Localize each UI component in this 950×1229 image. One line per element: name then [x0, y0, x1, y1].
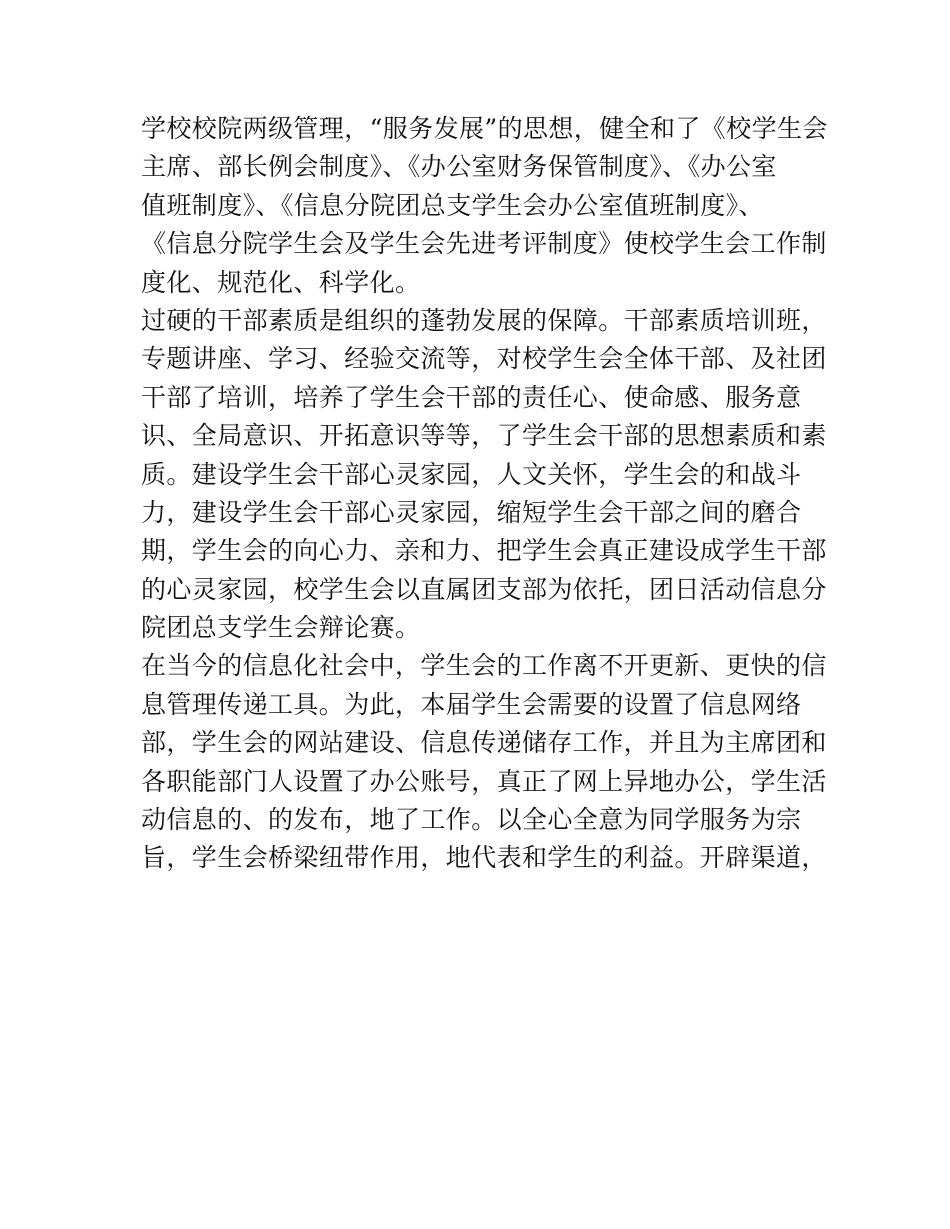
text-line: 力，建设学生会干部心灵家园，缩短学生会干部之间的磨合 — [141, 497, 802, 527]
text-line: 《信息分院学生会及学生会先进考评制度》使校学生会工作制 — [141, 229, 827, 259]
text-line: 在当今的信息化社会中，学生会的工作离不开更新、更快的信 — [141, 651, 827, 681]
text-line: 期，学生会的向心力、亲和力、把学生会真正建设成学生干部 — [141, 536, 827, 566]
text-line: 过硬的干部素质是组织的蓬勃发展的保障。干部素质培训班， — [141, 305, 827, 335]
text-line: 识、全局意识、开拓意识等等，了学生会干部的思想素质和素 — [141, 421, 827, 451]
text-line: 动信息的、的发布，地了工作。以全心全意为同学服务为宗 — [141, 805, 802, 835]
text-line: 旨，学生会桥梁纽带作用，地代表和学生的利益。开辟渠道， — [141, 843, 827, 873]
text-line: 各职能部门人设置了办公账号，真正了网上异地办公，学生活 — [141, 766, 827, 796]
text-line: 的心灵家园，校学生会以直属团支部为依托，团日活动信息分 — [141, 574, 827, 604]
text-line: 值班制度》、《信息分院团总支学生会办公室值班制度》、 — [141, 190, 764, 220]
text-line: 院团总支学生会辩论赛。 — [141, 613, 421, 643]
text-line: 度化、规范化、科学化。 — [141, 267, 421, 297]
text-line: 学校校院两级管理，“服务发展”的思想，健全和了《校学生会 — [141, 114, 828, 143]
document-body — [141, 110, 828, 878]
text-line: 息管理传递工具。为此，本届学生会需要的设置了信息网络 — [141, 689, 802, 719]
text-line: 质。建设学生会干部心灵家园，人文关怀，学生会的和战斗 — [141, 459, 802, 489]
text-line: 专题讲座、学习、经验交流等，对校学生会全体干部、及社团 — [141, 344, 827, 374]
text-line: 部，学生会的网站建设、信息传递储存工作，并且为主席团和 — [141, 728, 827, 758]
text-line: 主席、部长例会制度》、《办公室财务保管制度》、《办公室 — [141, 152, 777, 182]
text-line: 干部了培训，培养了学生会干部的责任心、使命感、服务意 — [141, 382, 802, 412]
